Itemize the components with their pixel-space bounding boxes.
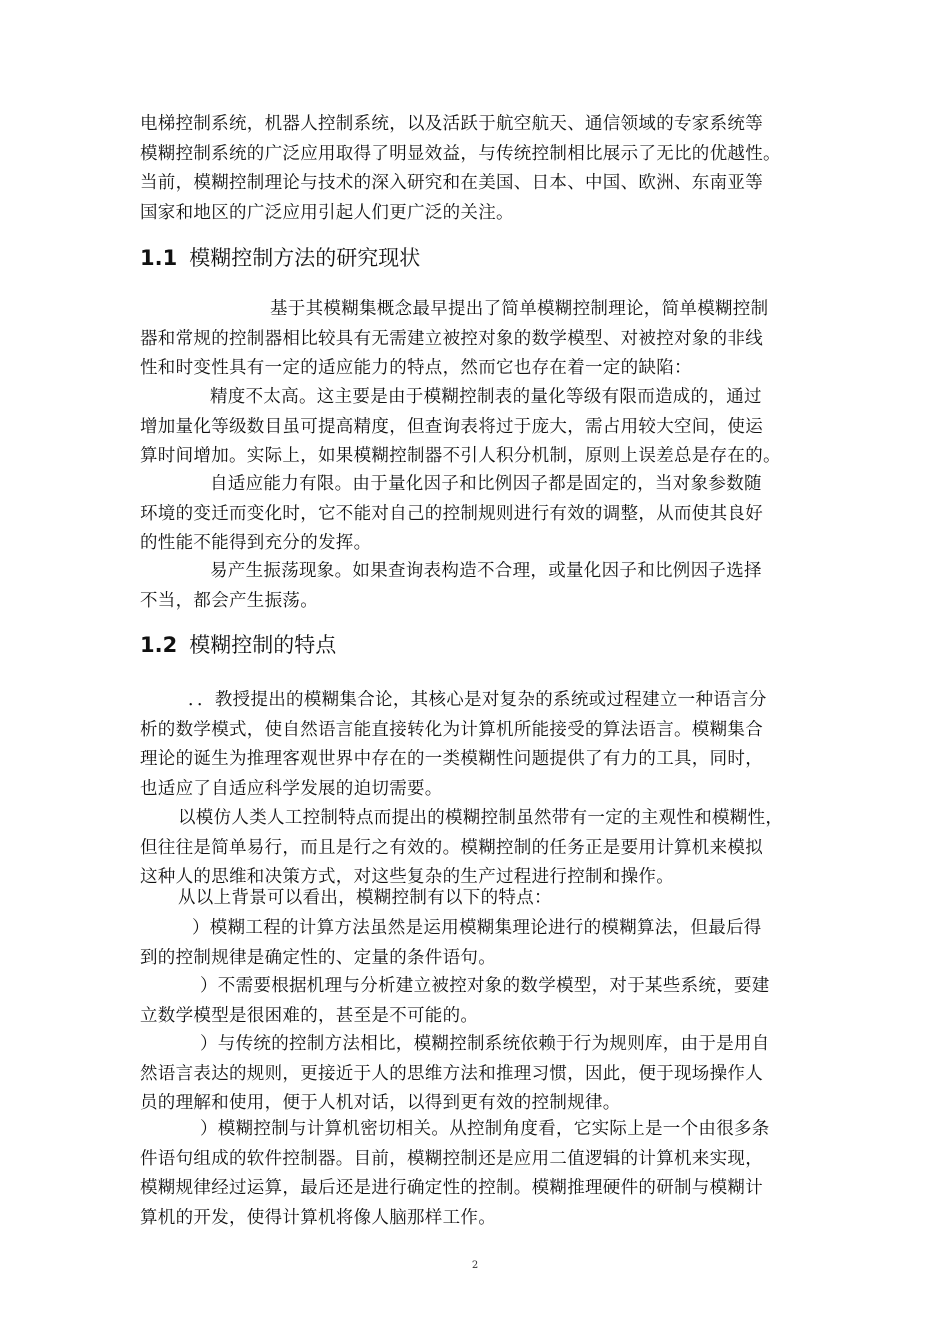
- text-line: 模糊规律经过运算，最后还是进行确定性的控制。模糊推理硬件的研制与模糊计: [140, 1178, 763, 1198]
- intro-paragraph: [140, 110, 816, 228]
- text-line: ）不需要根据机理与分析建立被控对象的数学模型，对于某些系统，要建: [200, 976, 770, 996]
- section-number: 1.1: [140, 246, 178, 270]
- text-line: 算机的开发，使得计算机将像人脑那样工作。: [140, 1207, 496, 1228]
- text-line: ．．教授提出的模糊集合论，其核心是对复杂的系统或过程建立一种语言分: [188, 690, 767, 710]
- text-line: 也适应了自适应科学发展的迫切需要。: [140, 778, 443, 799]
- paragraph: [140, 557, 816, 616]
- list-item: [140, 1115, 816, 1233]
- text-line: 性和时变性具有一定的适应能力的特点，然而它也存在着一定的缺陷：: [140, 358, 692, 378]
- text-line: 员的理解和使用，便于人机对话，以得到更有效的控制规律。: [140, 1093, 621, 1113]
- paragraph: [140, 686, 816, 804]
- text-line: 理论的诞生为推理客观世界中存在的一类模糊性问题提供了有力的工具，同时，: [140, 749, 763, 769]
- text-line: 件语句组成的软件控制器。目前，模糊控制还是应用二值逻辑的计算机来实现，: [140, 1148, 763, 1169]
- text-line: 立数学模型是很困难的，甚至是不可能的。: [140, 1005, 479, 1026]
- text-line: 基于其模糊集概念最早提出了简单模糊控制理论，简单模糊控制: [270, 299, 769, 319]
- text-line: 电梯控制系统，机器人控制系统，以及活跃于航空航天、通信领域的专家系统等: [140, 114, 763, 134]
- text-line: 不当，都会产生振荡。: [140, 590, 318, 611]
- text-line: 当前，模糊控制理论与技术的深入研究和在美国、日本、中国、欧洲、东南亚等: [140, 173, 763, 193]
- paragraph: [140, 383, 816, 472]
- text-line: 但往往是简单易行，而且是行之有效的。模糊控制的任务正是要用计算机来模拟: [140, 837, 763, 858]
- text-line: 这种人的思维和决策方式，对这些复杂的生产过程进行控制和操作。: [140, 867, 674, 887]
- text-line: 增加量化等级数目虽可提高精度，但查询表将过于庞大，需占用较大空间，使运: [140, 416, 763, 437]
- text-line: 器和常规的控制器相比较具有无需建立被控对象的数学模型、对被控对象的非线: [140, 328, 763, 349]
- text-line: 然语言表达的规则，更接近于人的思维方法和推理习惯，因此，便于现场操作人: [140, 1063, 763, 1084]
- text-line: 精度不太高。这主要是由于模糊控制表的量化等级有限而造成的，通过: [210, 387, 762, 407]
- paragraph: [140, 884, 816, 914]
- text-line: 环境的变迁而变化时，它不能对自己的控制规则进行有效的调整，从而使其良好: [140, 503, 763, 524]
- section-heading-1-1: [140, 243, 420, 273]
- paragraph: [140, 295, 816, 384]
- text-line: 的性能不能得到充分的发挥。: [140, 533, 372, 553]
- text-line: 从以上背景可以看出，模糊控制有以下的特点：: [178, 888, 552, 908]
- text-line: 自适应能力有限。由于量化因子和比例因子都是固定的，当对象参数随: [210, 474, 762, 494]
- section-title: 模糊控制的特点: [189, 633, 337, 657]
- page-number: 2: [471, 1260, 479, 1271]
- section-number: 1.2: [140, 633, 178, 657]
- list-item: [140, 1030, 816, 1119]
- paragraph: [140, 804, 816, 893]
- text-line: 易产生振荡现象。如果查询表构造不合理，或量化因子和比例因子选择: [210, 561, 762, 581]
- text-line: ）模糊控制与计算机密切相关。从控制角度看，它实际上是一个由很多条: [200, 1119, 770, 1139]
- text-line: 模糊控制系统的广泛应用取得了明显效益，与传统控制相比展示了无比的优越性。: [140, 143, 781, 164]
- section-heading-1-2: [140, 630, 336, 660]
- text-line: 到的控制规律是确定性的、定量的条件语句。: [140, 947, 496, 968]
- paragraph: [140, 470, 816, 559]
- text-line: ）与传统的控制方法相比，模糊控制系统依赖于行为规则库，由于是用自: [200, 1034, 770, 1054]
- text-line: 析的数学模式，使自然语言能直接转化为计算机所能接受的算法语言。模糊集合: [140, 719, 763, 740]
- section-title: 模糊控制方法的研究现状: [189, 246, 421, 270]
- text-line: 算时间增加。实际上，如果模糊控制器不引人积分机制，原则上误差总是存在的。: [140, 446, 781, 466]
- list-item: [140, 972, 816, 1031]
- list-item: [140, 914, 816, 973]
- text-line: 以模仿人类人工控制特点而提出的模糊控制虽然带有一定的主观性和模糊性，: [178, 808, 784, 828]
- text-line: ）模糊工程的计算方法虽然是运用模糊集理论进行的模糊算法，但最后得: [192, 918, 762, 938]
- text-line: 国家和地区的广泛应用引起人们更广泛的关注。: [140, 202, 514, 223]
